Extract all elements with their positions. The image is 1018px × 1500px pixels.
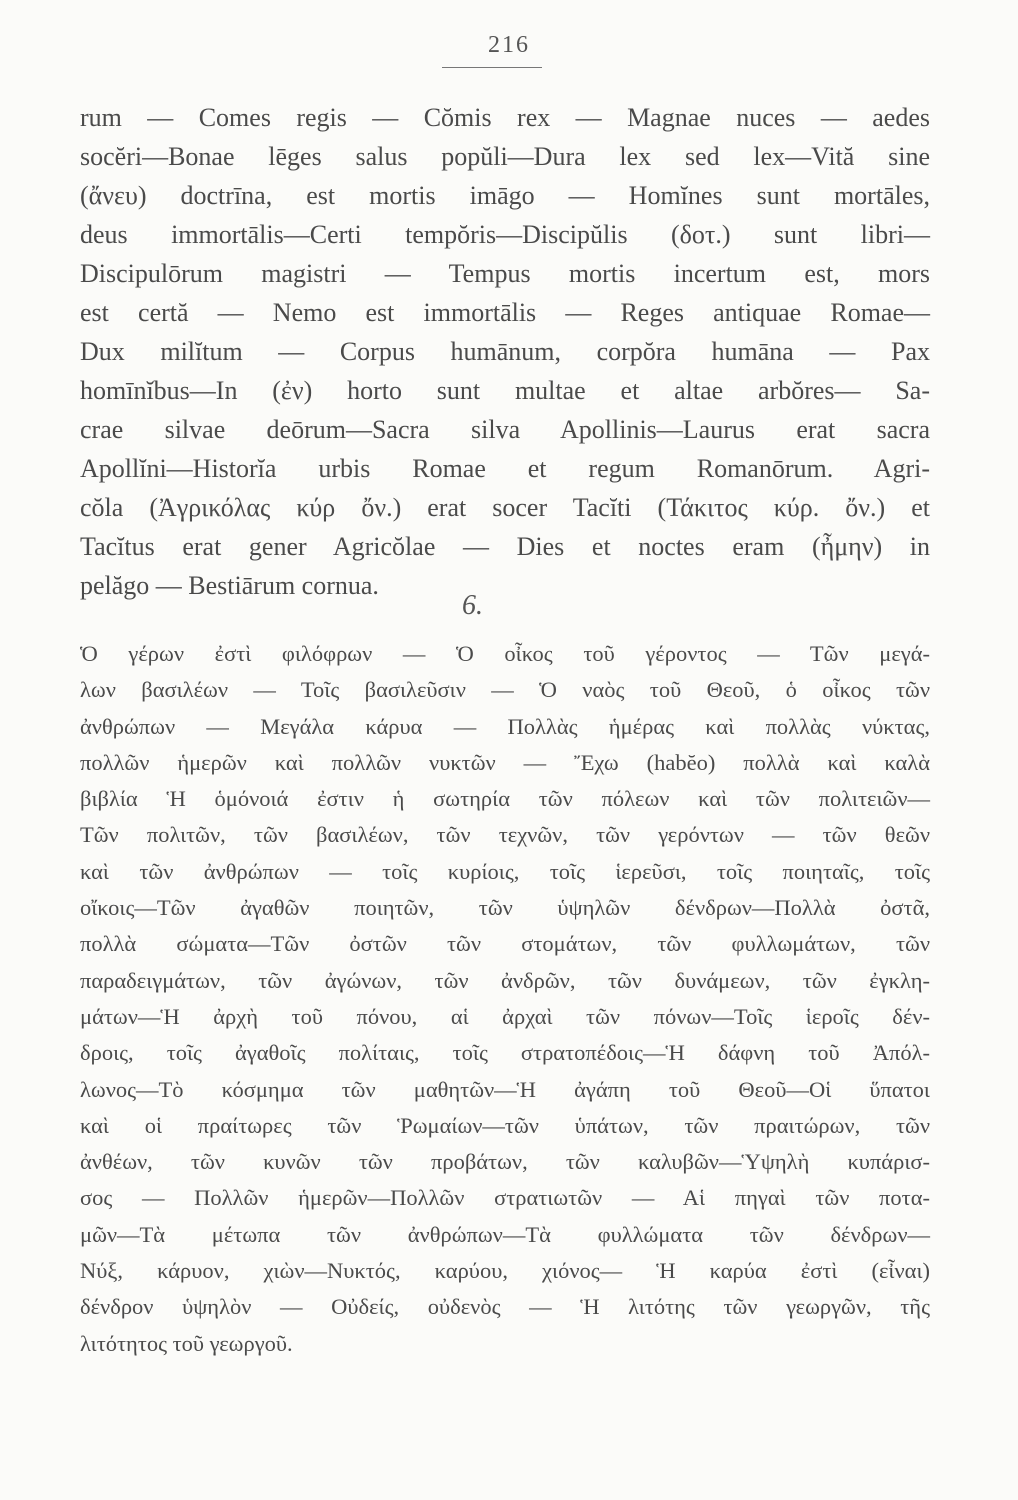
latin-line: pelăgo — Bestiārum cornua. xyxy=(80,571,379,600)
latin-line: crae silvae deōrum—Sacra silva Apollinis—Laurus erat sacra xyxy=(80,415,930,444)
greek-line: παραδειγμάτων, τῶν ἀγώνων, τῶν ἀνδρῶν, τῶν δυνάμεων, τῶν ἐγκλη- xyxy=(80,967,930,993)
section-number: 6. xyxy=(462,590,483,621)
greek-line: ἀνθέων, τῶν κυνῶν τῶν προβάτων, τῶν καλυβῶν—Ὑψηλὴ κυπάρισ- xyxy=(80,1149,930,1175)
latin-exercise-text xyxy=(80,98,930,605)
greek-line: δένδρον ὑψηλὸν — Οὐδείς, οὐδενὸς — Ἡ λιτότης τῶν γεωργῶν, τῆς xyxy=(80,1294,930,1320)
greek-line: Νύξ, κάρυον, χιὼν—Νυκτός, καρύου, χιόνος— Ἡ καρύα ἐστὶ (εἶναι) xyxy=(80,1258,930,1284)
greek-line: Τῶν πολιτῶν, τῶν βασιλέων, τῶν τεχνῶν, τῶν γερόντων — τῶν θεῶν xyxy=(80,822,930,848)
latin-line: Dux milĭtum — Corpus humānum, corpŏra humāna — Pax xyxy=(80,337,930,366)
latin-line: rum — Comes regis — Cŏmis rex — Magnae nuces — aedes xyxy=(80,103,930,132)
latin-line: cŏla (Ἀγρικόλας κύρ ὄν.) erat socer Tacĭti (Τάκιτος κύρ. ὄν.) et xyxy=(80,493,930,522)
page-number: 216 xyxy=(488,32,530,58)
greek-line: βιβλία Ἡ ὁμόνοιά ἐστιν ἡ σωτηρία τῶν πόλεων καὶ τῶν πολιτειῶν— xyxy=(80,786,930,812)
greek-line: πολλὰ σώματα—Τῶν ὀστῶν τῶν στομάτων, τῶν φυλλωμάτων, τῶν xyxy=(80,931,930,957)
greek-line: δροις, τοῖς ἀγαθοῖς πολίταις, τοῖς στρατοπέδοις—Ἡ δάφνη τοῦ Ἀπόλ- xyxy=(80,1040,930,1066)
latin-line: homīnĭbus—In (ἐν) horto sunt multae et altae arbŏres— Sa- xyxy=(80,376,930,405)
latin-line: socĕri—Bonae lēges salus popŭli—Dura lex sed lex—Vită sine xyxy=(80,142,930,171)
latin-line: Apollĭni—Historĭa urbis Romae et regum Romanōrum. Agri- xyxy=(80,454,930,483)
greek-line: καὶ οἱ πραίτωρες τῶν Ῥωμαίων—τῶν ὑπάτων, τῶν πραιτώρων, τῶν xyxy=(80,1112,930,1138)
greek-line: ἀνθρώπων — Μεγάλα κάρυα — Πολλὰς ἡμέρας καὶ πολλὰς νύκτας, xyxy=(80,713,930,739)
latin-line: (ἄνευ) doctrīna, est mortis imāgo — Homĭnes sunt mortāles, xyxy=(80,181,930,210)
latin-line: deus immortālis—Certi tempŏris—Discipŭlis (δοτ.) sunt libri— xyxy=(80,220,930,249)
greek-line: πολλῶν ἡμερῶν καὶ πολλῶν νυκτῶν — Ἔχω (habĕo) πολλὰ καὶ καλὰ xyxy=(80,749,930,775)
greek-line: καὶ τῶν ἀνθρώπων — τοῖς κυρίοις, τοῖς ἱερεῦσι, τοῖς ποιηταῖς, τοῖς xyxy=(80,858,930,884)
page-number-rule xyxy=(442,67,542,68)
greek-line: λων βασιλέων — Τοῖς βασιλεῦσιν — Ὁ ναὸς τοῦ Θεοῦ, ὁ οἶκος τῶν xyxy=(80,677,930,703)
latin-line: Tacĭtus erat gener Agricŏlae — Dies et noctes eram (ἦμην) in xyxy=(80,532,930,561)
greek-exercise-text xyxy=(80,636,930,1362)
greek-line: Ὁ γέρων ἐστὶ φιλόφρων — Ὁ οἶκος τοῦ γέροντος — Τῶν μεγά- xyxy=(80,641,930,666)
greek-line: λωνος—Τὸ κόσμημα τῶν μαθητῶν—Ἡ ἀγάπη τοῦ Θεοῦ—Οἱ ὕπατοι xyxy=(80,1076,930,1102)
greek-line: σος — Πολλῶν ἡμερῶν—Πολλῶν στρατιωτῶν — Αἱ πηγαὶ τῶν ποτα- xyxy=(80,1185,930,1211)
latin-line: Discipulōrum magistri — Tempus mortis incertum est, mors xyxy=(80,259,930,288)
greek-line: μῶν—Τὰ μέτωπα τῶν ἀνθρώπων—Τὰ φυλλώματα τῶν δένδρων— xyxy=(80,1221,930,1247)
latin-line: est certă — Nemo est immortālis — Reges antiquae Romae— xyxy=(80,298,930,327)
greek-line: οἴκοις—Τῶν ἀγαθῶν ποιητῶν, τῶν ὑψηλῶν δένδρων—Πολλὰ ὀστᾶ, xyxy=(80,895,930,921)
greek-line: λιτότητος τοῦ γεωργοῦ. xyxy=(80,1330,293,1356)
greek-line: μάτων—Ἡ ἀρχὴ τοῦ πόνου, αἱ ἀρχαὶ τῶν πόνων—Τοῖς ἱεροῖς δέν- xyxy=(80,1003,930,1029)
